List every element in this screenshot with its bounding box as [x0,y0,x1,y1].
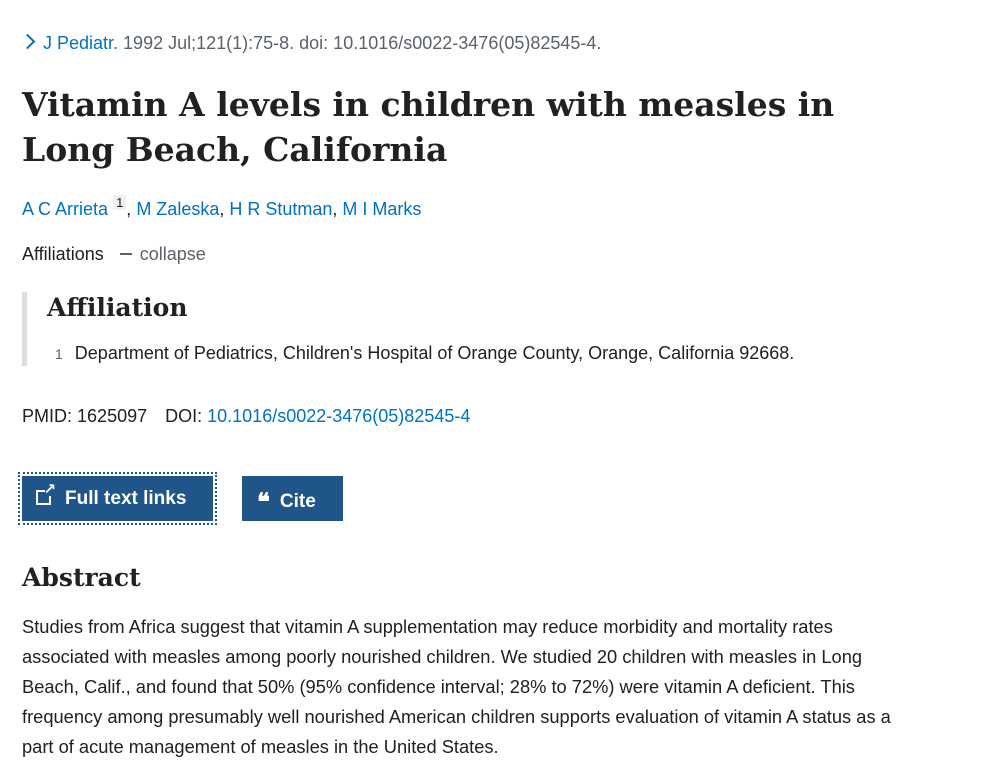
affiliation-text: Department of Pediatrics, Children's Hospital of Orange County, Orange, California 92668. [74,343,795,363]
external-link-icon [36,490,51,505]
article-identifiers [22,405,470,427]
author-list: A C Arrieta 1 , M Zaleska, H R Stutman, M I Marks [22,195,422,219]
cite-label: Cite [279,491,316,512]
author-link[interactable]: M I Marks [342,199,422,219]
doi-link[interactable]: 10.1016/s0022-3476(05)82545-4 [207,406,471,426]
affiliation-item [55,342,794,365]
cite-button[interactable] [242,476,343,521]
article-title: Vitamin A levels in children with measles in Long Beach, California [22,85,835,169]
journal-link[interactable]: J Pediatr. [43,33,119,53]
citation-details: 1992 Jul;121(1):75-8. doi: 10.1016/s0022-3476(05)82545-4. [118,33,602,53]
chevron-right-icon[interactable] [20,34,36,50]
abstract-text: Studies from Africa suggest that vitamin A supplementation may reduce morbidity and mortality rates associated with measles among poorly nourished children. We studied 20 children with measles in Long Beach, Calif., and found that 50% (95% confidence interval; 28% to 72%) were vitamin A deficient. This frequency among presumably well nourished American children supports evaluation of vitamin A status as a part of acute management of measles in the United States. [22,616,891,757]
abstract-heading: Abstract [22,563,141,592]
citation-line [22,32,601,54]
collapse-link[interactable]: collapse [139,244,206,264]
minus-icon [120,253,132,255]
author-link[interactable]: M Zaleska [136,199,220,219]
affiliation-ref-badge[interactable]: 1 [113,195,126,210]
affiliation-heading: Affiliation [47,293,188,322]
affiliations-toggle[interactable] [22,242,206,266]
pmid-value: 1625097 [77,406,148,426]
full-text-links-button[interactable] [22,476,213,521]
author-link[interactable]: H R Stutman [229,199,333,219]
quote-icon: ❝ [257,487,270,516]
affiliation-number: 1 [55,346,63,362]
doi-label: DOI: [165,406,203,426]
pmid-label: PMID: [22,406,73,426]
affiliations-label: Affiliations [22,244,104,264]
affiliation-panel [22,292,927,366]
full-text-links-label: Full text links [65,488,187,509]
author-link[interactable]: A C Arrieta [22,199,109,219]
